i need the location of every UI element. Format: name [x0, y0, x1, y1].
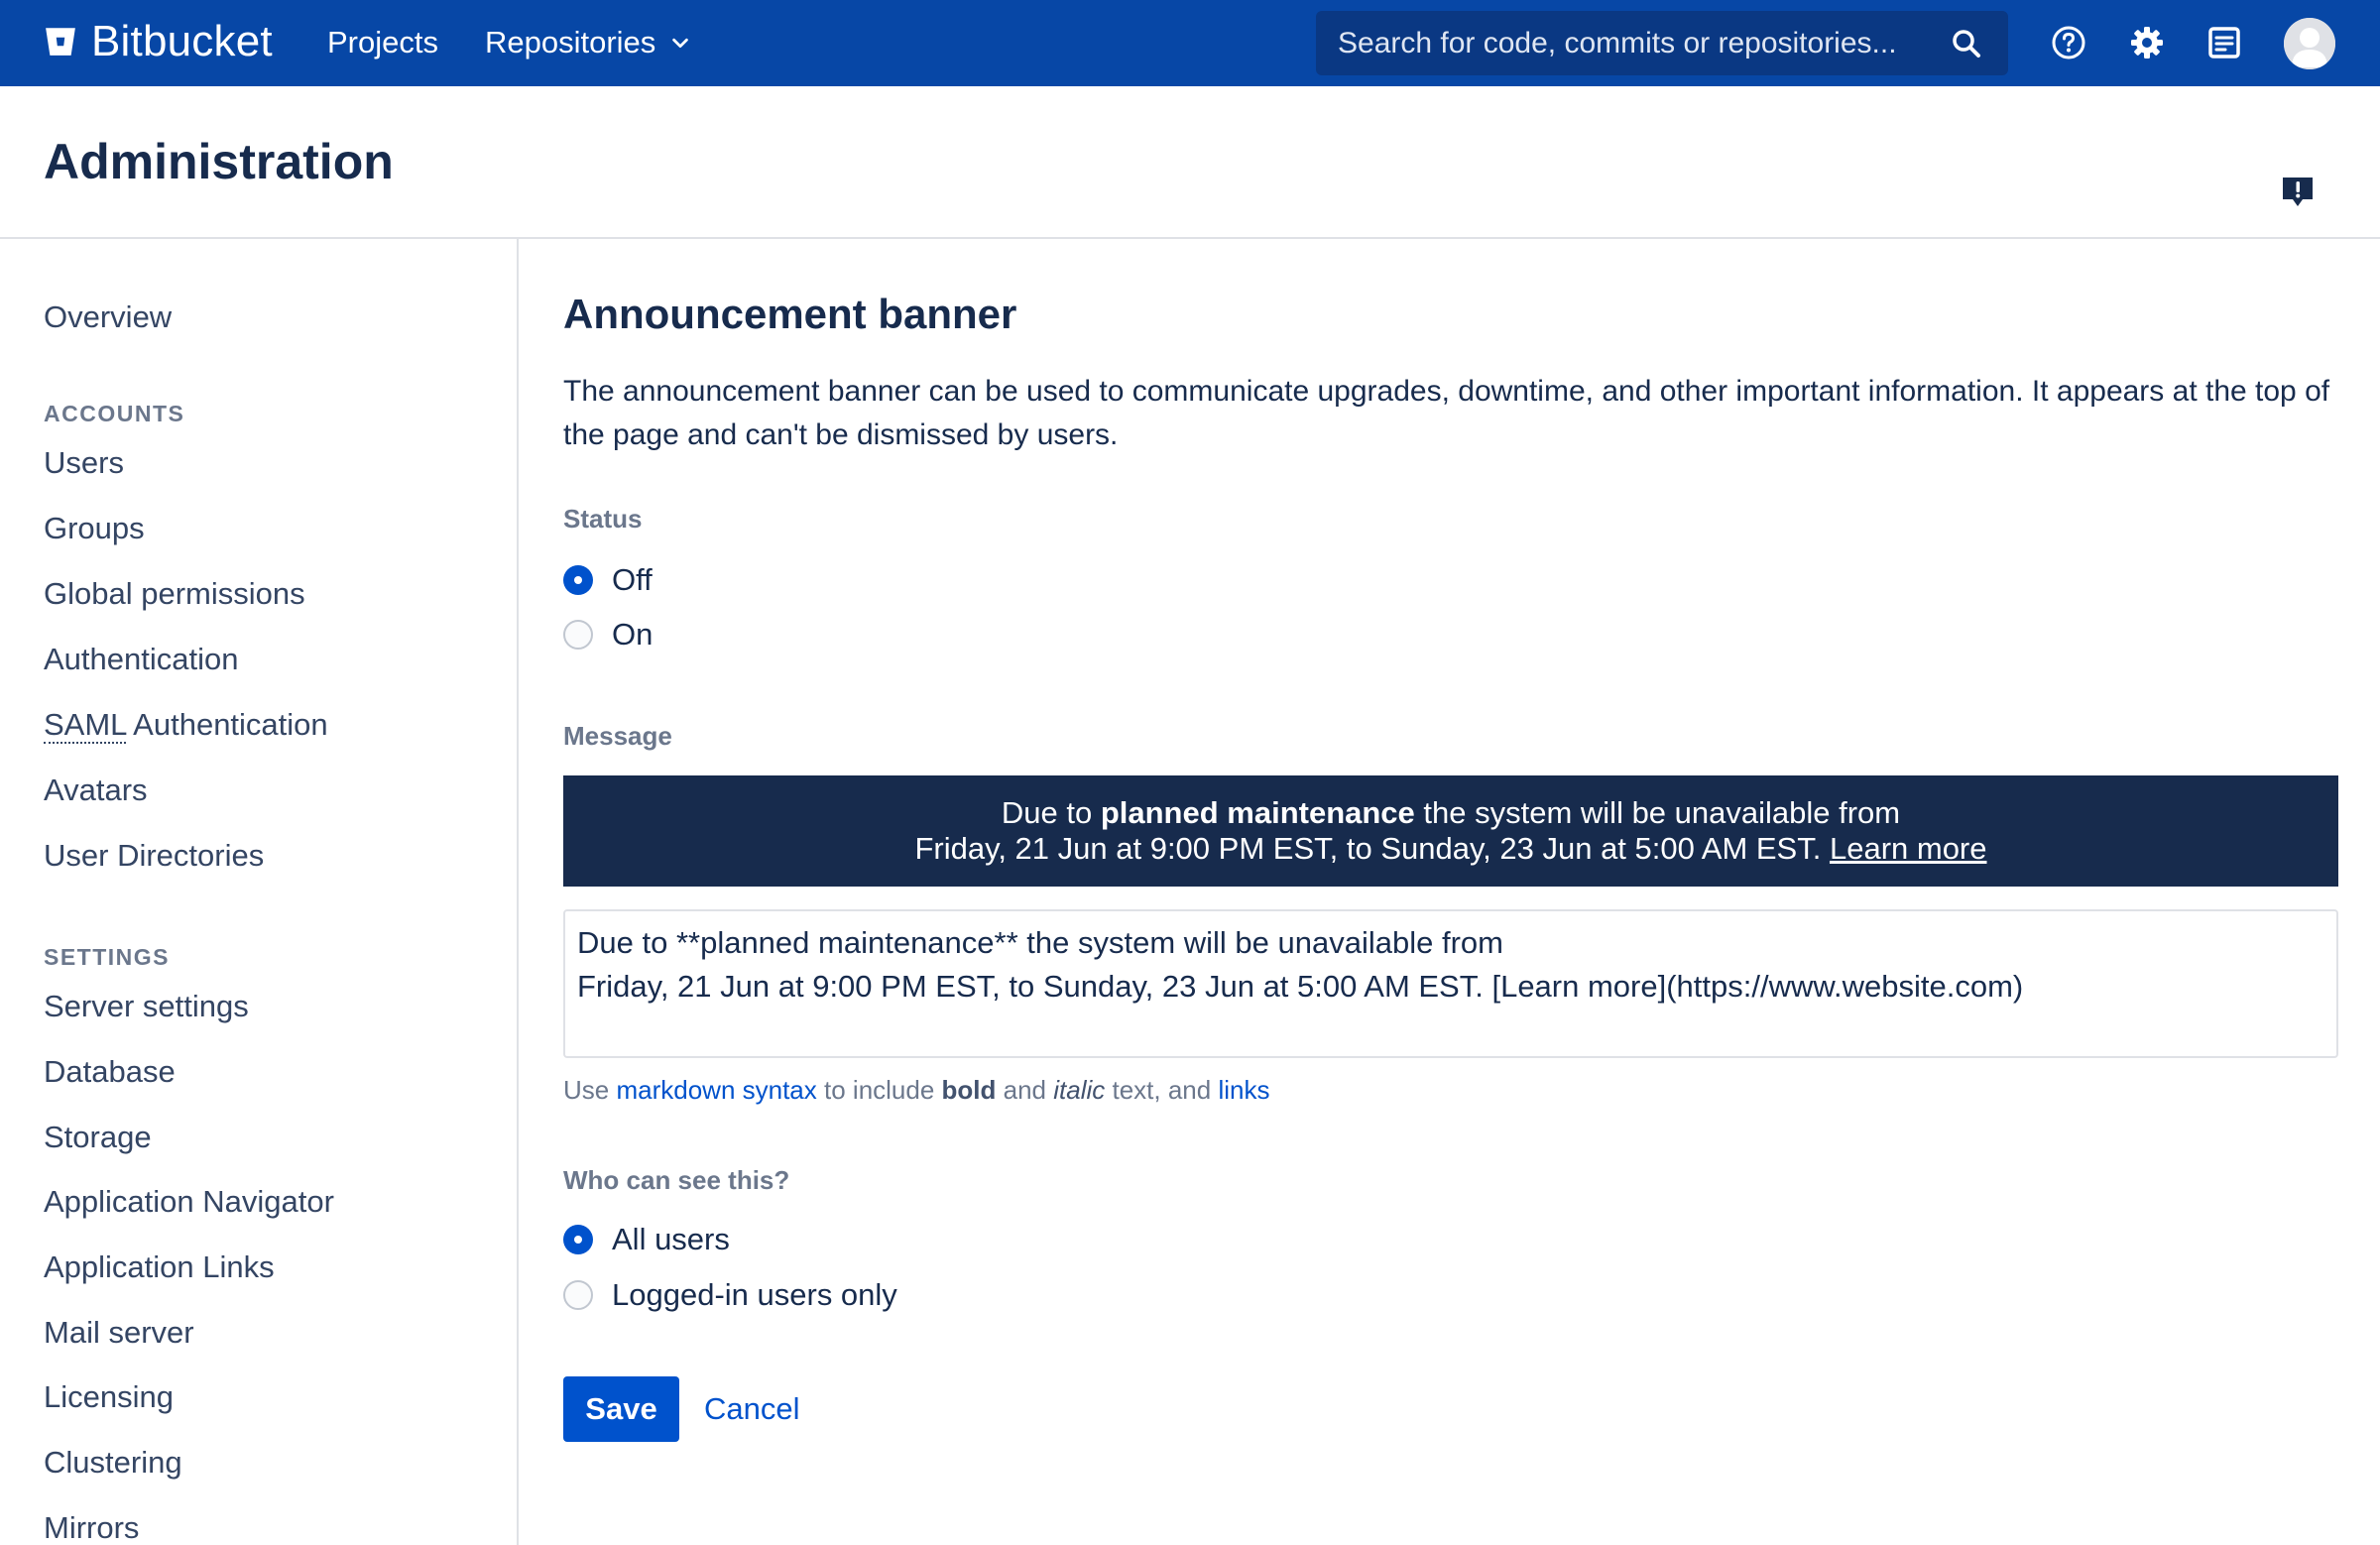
top-navigation-bar — [0, 0, 2380, 86]
visibility-option-logged-in-label: Logged-in users only — [612, 1277, 897, 1312]
sidebar-item-overview[interactable]: Overview — [44, 299, 173, 334]
avatar[interactable] — [2284, 18, 2335, 69]
cancel-button[interactable]: Cancel — [704, 1376, 800, 1442]
radio-button-checked[interactable] — [563, 565, 593, 595]
user-avatar-icon — [2284, 18, 2335, 69]
banner-preview-line-1: Due to planned maintenance the system will be unavailable from — [1001, 795, 1901, 830]
banner-preview-bold: planned maintenance — [1100, 795, 1415, 830]
search-input[interactable] — [1316, 11, 1941, 75]
chevron-down-icon — [669, 32, 691, 54]
status-radio-off[interactable] — [563, 558, 653, 602]
visibility-radio-logged-in[interactable] — [563, 1273, 897, 1317]
sidebar-item-application-navigator[interactable]: Application Navigator — [44, 1184, 334, 1219]
sidebar-item-users[interactable]: Users — [44, 445, 124, 480]
status-label: Status — [563, 504, 643, 534]
global-search — [1316, 11, 2008, 75]
sidebar-item-mirrors[interactable]: Mirrors — [44, 1510, 140, 1545]
saml-label-rest: Authentication — [126, 707, 328, 742]
banner-preview — [563, 775, 2338, 887]
sidebar-item-application-links[interactable]: Application Links — [44, 1249, 275, 1284]
brand-name: Bitbucket — [91, 17, 273, 65]
sidebar-item-storage[interactable]: Storage — [44, 1120, 152, 1154]
radio-button-unchecked[interactable] — [563, 620, 593, 650]
nav-repositories-dropdown[interactable] — [485, 22, 691, 63]
notes-icon[interactable] — [2205, 24, 2243, 61]
status-option-off-label: Off — [612, 562, 653, 597]
sidebar-heading-accounts: ACCOUNTS — [44, 401, 185, 426]
admin-sidebar — [0, 239, 519, 1545]
section-description: The announcement banner can be used to communicate upgrades, downtime, and other important information. It appears at the top of the page and can't be dismissed by users. — [563, 375, 2330, 451]
sidebar-heading-settings: SETTINGS — [44, 944, 171, 970]
bitbucket-logo[interactable] — [44, 16, 273, 67]
sidebar-item-licensing[interactable]: Licensing — [44, 1379, 174, 1414]
sidebar-item-saml-authentication[interactable] — [44, 705, 328, 745]
status-radio-on[interactable] — [563, 613, 653, 656]
status-option-on-label: On — [612, 617, 654, 652]
radio-button-unchecked[interactable] — [563, 1280, 593, 1310]
message-label: Message — [563, 721, 672, 751]
section-title: Announcement banner — [563, 291, 1017, 337]
visibility-label: Who can see this? — [563, 1165, 790, 1195]
help-icon[interactable] — [2050, 24, 2087, 61]
radio-button-checked[interactable] — [563, 1225, 593, 1254]
visibility-radio-all-users[interactable] — [563, 1218, 730, 1261]
banner-preview-line-2: Friday, 21 Jun at 9:00 PM EST, to Sunday, 23 Jun at 5:00 AM EST. Learn more — [914, 831, 1987, 866]
sidebar-item-server-settings[interactable]: Server settings — [44, 989, 249, 1023]
sidebar-item-mail-server[interactable]: Mail server — [44, 1315, 194, 1350]
feedback-icon[interactable] — [2279, 174, 2317, 211]
sidebar-item-clustering[interactable]: Clustering — [44, 1445, 182, 1480]
nav-repositories-label: Repositories — [485, 25, 656, 59]
sidebar-item-groups[interactable]: Groups — [44, 511, 145, 545]
saml-abbreviation: SAML — [44, 707, 127, 742]
sidebar-item-avatars[interactable]: Avatars — [44, 772, 148, 807]
save-button[interactable]: Save — [563, 1376, 679, 1442]
page-header — [0, 86, 2380, 239]
message-textarea[interactable] — [563, 909, 2338, 1058]
sidebar-item-database[interactable]: Database — [44, 1054, 176, 1089]
markdown-syntax-link[interactable]: markdown syntax — [616, 1075, 817, 1105]
nav-projects-link[interactable]: Projects — [327, 25, 438, 59]
search-icon[interactable] — [1951, 28, 1982, 59]
gear-icon[interactable] — [2128, 24, 2166, 61]
sidebar-item-authentication[interactable]: Authentication — [44, 642, 239, 676]
links-link[interactable]: links — [1218, 1075, 1270, 1105]
bitbucket-logo-icon — [44, 25, 77, 59]
markdown-help-text: Use markdown syntax to include bold and italic text, and links — [563, 1075, 1270, 1105]
sidebar-item-global-permissions[interactable]: Global permissions — [44, 576, 305, 611]
banner-learn-more-link[interactable]: Learn more — [1829, 831, 1987, 866]
page-title: Administration — [44, 134, 394, 189]
visibility-option-all-users-label: All users — [612, 1222, 730, 1256]
sidebar-item-user-directories[interactable]: User Directories — [44, 838, 265, 873]
